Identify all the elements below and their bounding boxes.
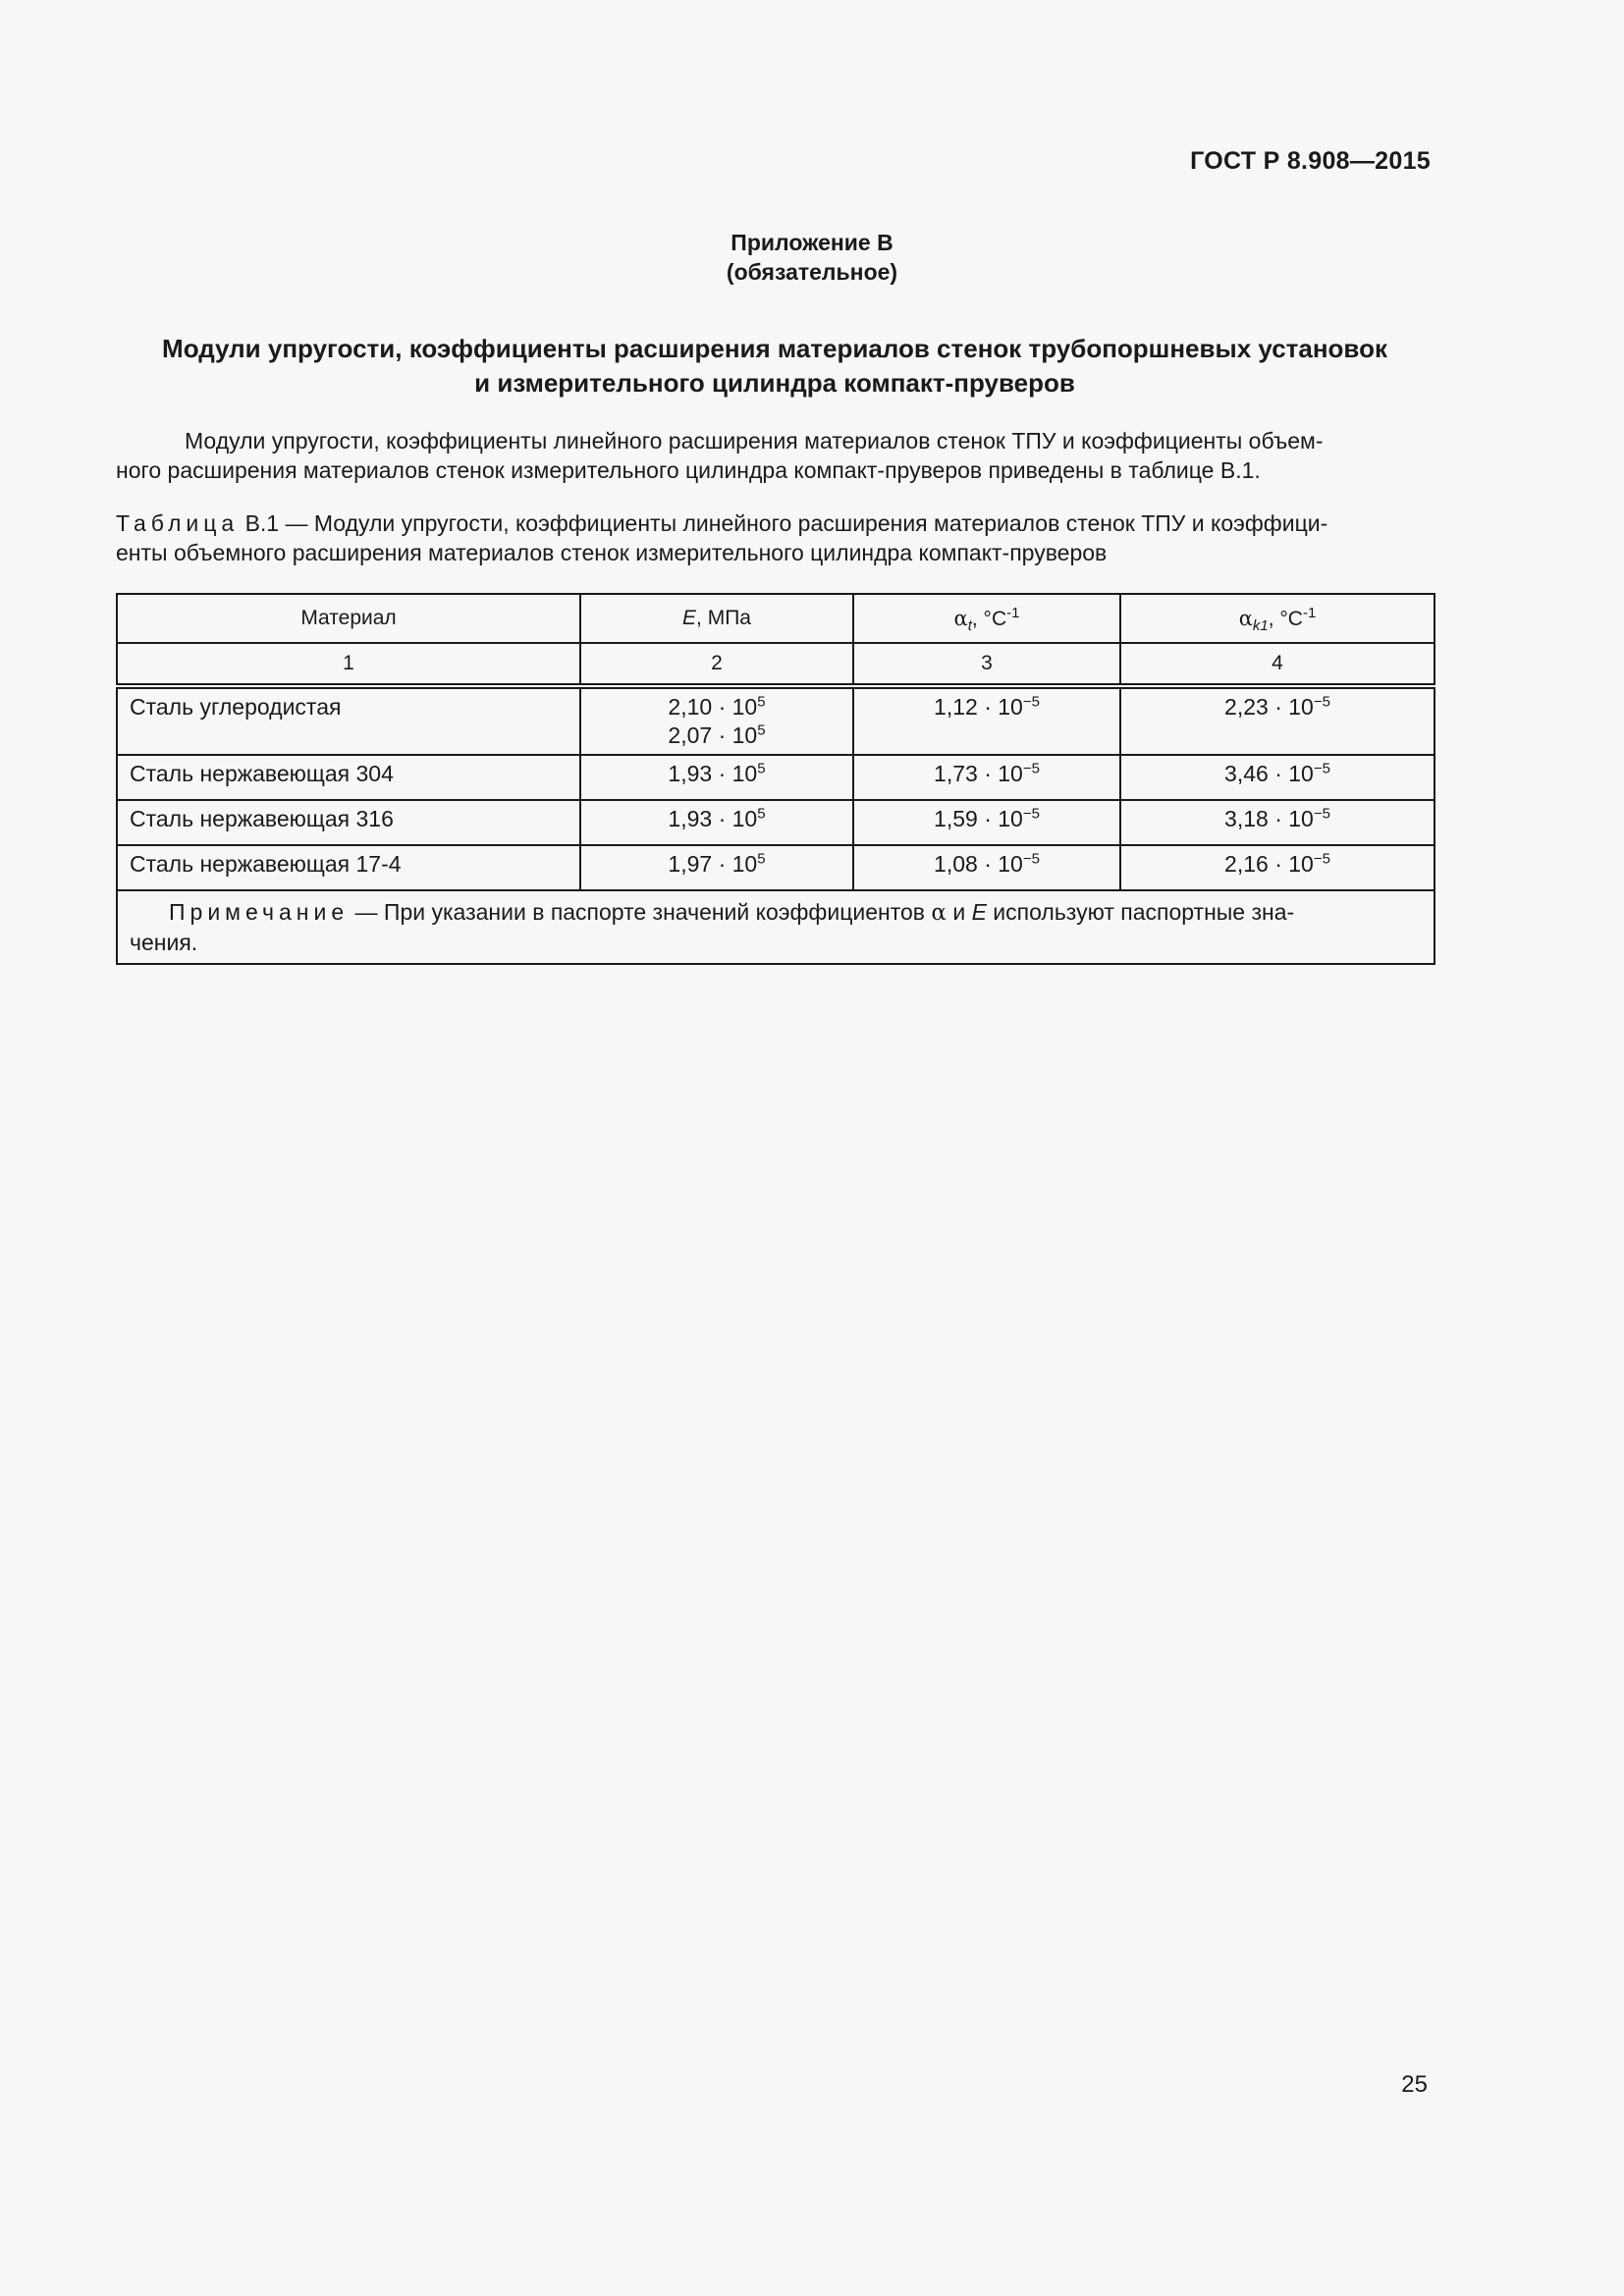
material-cell: Сталь углеродистая <box>117 686 580 755</box>
annex-name: Приложение В <box>731 230 893 255</box>
intro-line-2: ного расширения материалов стенок измерительного цилиндра компакт-пруверов приведены в таблице В.1. <box>116 457 1261 483</box>
header-e: E, МПа <box>580 594 853 643</box>
page-number: 25 <box>1401 2071 1428 2098</box>
column-number: 2 <box>580 643 853 686</box>
annex-status: (обязательное) <box>726 259 898 285</box>
alpha-t-cell: $1,12 \cdot 10^{-5}$ <box>853 686 1120 755</box>
table-container <box>116 593 1434 965</box>
e-cell: $1,93 \cdot 10^5$ <box>580 755 853 800</box>
alpha-t-cell: $1,73 \cdot 10^{-5}$ <box>853 755 1120 800</box>
alpha-k1-cell: $3,18 \cdot 10^{-5}$ <box>1120 800 1435 845</box>
e-cell: $1,97 \cdot 10^5$ <box>580 845 853 890</box>
document-code: ГОСТ Р 8.908—2015 <box>1190 147 1431 175</box>
alpha-k1-cell: $2,16 \cdot 10^{-5}$ <box>1120 845 1435 890</box>
title-line-1: Модули упругости, коэффициенты расширения материалов стенок трубопоршневых установок <box>162 334 1387 363</box>
intro-paragraph <box>116 426 1434 485</box>
column-number: 3 <box>853 643 1120 686</box>
material-cell: Сталь нержавеющая 304 <box>117 755 580 800</box>
header-alpha-t: $\alpha_t$, $^\circ С^{-1}$ <box>853 594 1120 643</box>
header-alpha-k1: $\alpha_{k1}$, $^\circ С^{-1}$ <box>1120 594 1435 643</box>
materials-table <box>116 593 1435 965</box>
annex-heading <box>0 228 1624 287</box>
table-note: Примечание — При указании в паспорте значений коэффициентов α и E используют паспортные зна- чения. <box>117 890 1435 964</box>
table-caption <box>116 508 1434 567</box>
header-material: Материал <box>117 594 580 643</box>
material-cell: Сталь нержавеющая 17-4 <box>117 845 580 890</box>
e-cell: $2,10 \cdot 10^5$ $2,07 \cdot 10^5$ <box>580 686 853 755</box>
title-line-2: и измерительного цилиндра компакт-пруверов <box>474 368 1075 398</box>
alpha-t-cell: $1,08 \cdot 10^{-5}$ <box>853 845 1120 890</box>
caption-label: Таблица <box>116 510 240 536</box>
table-row <box>117 686 1435 755</box>
column-number-row <box>117 643 1435 686</box>
table-row <box>117 755 1435 800</box>
caption-line-1: В.1 — Модули упругости, коэффициенты линейного расширения материалов стенок ТПУ и коэффици- <box>239 510 1328 536</box>
intro-line-1: Модули упругости, коэффициенты линейного расширения материалов стенок ТПУ и коэффициенты объем- <box>185 428 1324 454</box>
table-row <box>117 800 1435 845</box>
column-number: 1 <box>117 643 580 686</box>
caption-line-2: енты объемного расширения материалов стенок измерительного цилиндра компакт-пруверов <box>116 540 1108 565</box>
table-header-row <box>117 594 1435 643</box>
table-row <box>117 845 1435 890</box>
table-note-row <box>117 890 1435 964</box>
alpha-k1-cell: $2,23 \cdot 10^{-5}$ <box>1120 686 1435 755</box>
section-title <box>116 332 1434 400</box>
column-number: 4 <box>1120 643 1435 686</box>
alpha-k1-cell: $3,46 \cdot 10^{-5}$ <box>1120 755 1435 800</box>
alpha-t-cell: $1,59 \cdot 10^{-5}$ <box>853 800 1120 845</box>
e-cell: $1,93 \cdot 10^5$ <box>580 800 853 845</box>
material-cell: Сталь нержавеющая 316 <box>117 800 580 845</box>
